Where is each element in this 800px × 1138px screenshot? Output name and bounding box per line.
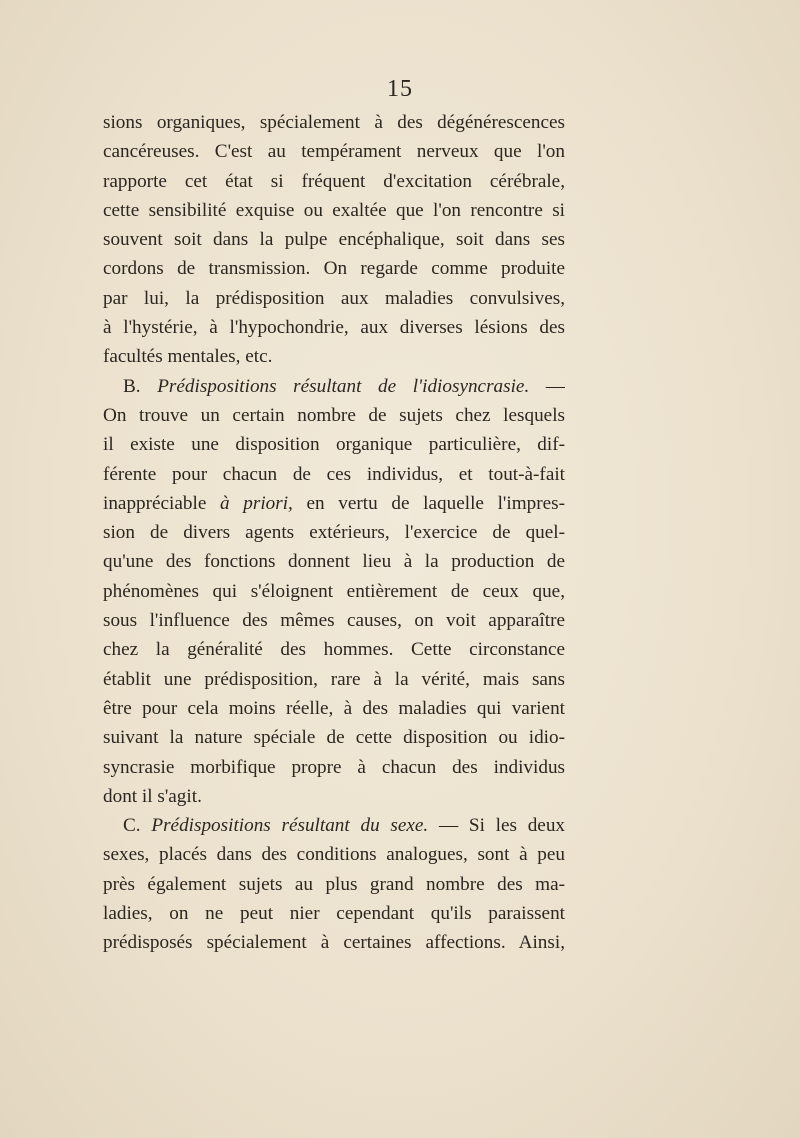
section-b-heading bbox=[103, 372, 565, 401]
section-b-dash: — bbox=[545, 375, 565, 397]
section-b-label: B. bbox=[123, 375, 141, 397]
text-line: suivant la nature spéciale de cette disposition ou idio- bbox=[103, 727, 565, 749]
text-line: sous l'influence des mêmes causes, on voit apparaître bbox=[103, 610, 565, 632]
text-line: être pour cela moins réelle, à des maladies qui varient bbox=[103, 697, 565, 719]
text-line: sexes, placés dans des conditions analogues, sont à peu bbox=[103, 844, 565, 866]
section-b-title: Prédispositions résultant de l'idiosyncrasie. bbox=[157, 375, 530, 397]
section-c-title: Prédispositions résultant du sexe. bbox=[151, 815, 429, 837]
text-line: rapporte cet état si fréquent d'excitation cérébrale, bbox=[103, 170, 565, 192]
section-c-label: C. bbox=[123, 815, 141, 837]
body-text bbox=[103, 108, 565, 958]
page-number: 15 bbox=[387, 76, 413, 102]
italic-term: à priori, bbox=[220, 492, 293, 514]
text-line: prédisposés spécialement à certaines affections. Ainsi, bbox=[103, 932, 565, 954]
text-line: établit une prédisposition, rare à la vérité, mais sans bbox=[103, 668, 565, 690]
text-line: cette sensibilité exquise ou exaltée que l'on rencontre si bbox=[103, 199, 565, 221]
section-c-heading bbox=[103, 811, 565, 840]
text-line: On trouve un certain nombre de sujets chez lesquels bbox=[103, 404, 565, 426]
text-line: cancéreuses. C'est au tempérament nerveux que l'on bbox=[103, 141, 565, 163]
text-line: chez la généralité des hommes. Cette circonstance bbox=[103, 639, 565, 661]
text-line: syncrasie morbifique propre à chacun des individus bbox=[103, 756, 565, 778]
text-line: sion de divers agents extérieurs, l'exercice de quel- bbox=[103, 522, 565, 544]
text-line: facultés mentales, etc. bbox=[103, 346, 273, 368]
text-line: sions organiques, spécialement à des dégénérescences bbox=[103, 112, 565, 133]
text-line: inappréciable à priori, en vertu de laquelle l'impres- bbox=[103, 492, 565, 514]
text-line: par lui, la prédisposition aux maladies convulsives, bbox=[103, 287, 565, 309]
text-line: près également sujets au plus grand nombre des ma- bbox=[103, 873, 565, 895]
text-line: dont il s'agit. bbox=[103, 785, 202, 807]
text-line: qu'une des fonctions donnent lieu à la production de bbox=[103, 551, 565, 573]
section-c-rest: — Si les deux bbox=[438, 815, 565, 837]
text-line: il existe une disposition organique particulière, dif- bbox=[103, 434, 565, 456]
text-line: cordons de transmission. On regarde comme produite bbox=[103, 258, 565, 280]
text-line: souvent soit dans la pulpe encéphalique, soit dans ses bbox=[103, 229, 565, 251]
text-line: ladies, on ne peut nier cependant qu'ils paraissent bbox=[103, 903, 565, 925]
text-line: férente pour chacun de ces individus, et tout-à-fait bbox=[103, 463, 565, 485]
text-line: phénomènes qui s'éloignent entièrement de ceux que, bbox=[103, 580, 565, 602]
text-line: à l'hystérie, à l'hypochondrie, aux diverses lésions des bbox=[103, 317, 565, 339]
